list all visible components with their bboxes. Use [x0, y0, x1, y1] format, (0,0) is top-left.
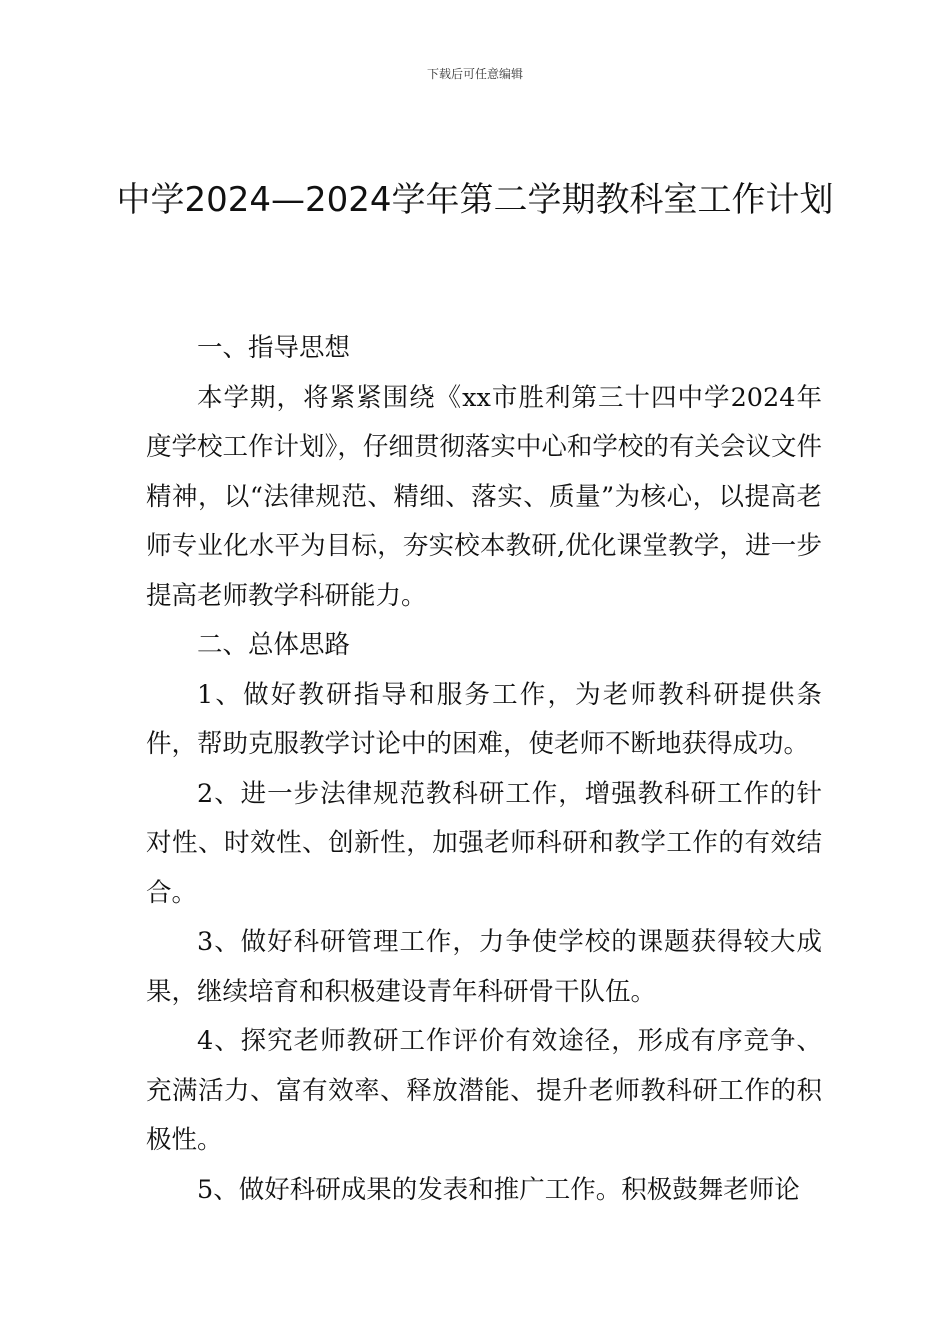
paragraph: 本学期，将紧紧围绕《xx市胜利第三十四中学2024年度学校工作计划》，仔细贯彻落实中心和学校的有关会议文件精神，以“法律规范、精细、落实、质量”为核心，以提高老师专业化水平为目标，夯实校本教研,优化课堂教学，进一步提高老师教学科研能力。 — [146, 382, 822, 611]
section-heading: 一、指导思想 — [197, 333, 351, 363]
paragraph: 5、做好科研成果的发表和推广工作。积极鼓舞老师论 — [197, 1174, 800, 1205]
paragraph: 2、进一步法律规范教科研工作，增强教科研工作的针对性、时效性、创新性，加强老师科研和教学工作的有效结合。 — [146, 778, 822, 908]
header-note: 下载后可任意编辑 — [426, 67, 523, 81]
paragraph: 4、探究老师教研工作评价有效途径，形成有序竞争、充满活力、富有效率、释放潜能、提升老师教科研工作的积极性。 — [146, 1026, 822, 1155]
document-title: 中学2024—2024学年第二学期教科室工作计划 — [116, 180, 834, 220]
section-heading: 二、总体思路 — [197, 630, 351, 660]
document-body — [146, 324, 822, 1215]
paragraph: 3、做好科研管理工作，力争使学校的课题获得较大成果，继续培育和积极建设青年科研骨干队伍。 — [146, 927, 822, 1007]
paragraph: 1、做好教研指导和服务工作，为老师教科研提供条件，帮助克服教学讨论中的困难，使老师不断地获得成功。 — [146, 679, 822, 759]
